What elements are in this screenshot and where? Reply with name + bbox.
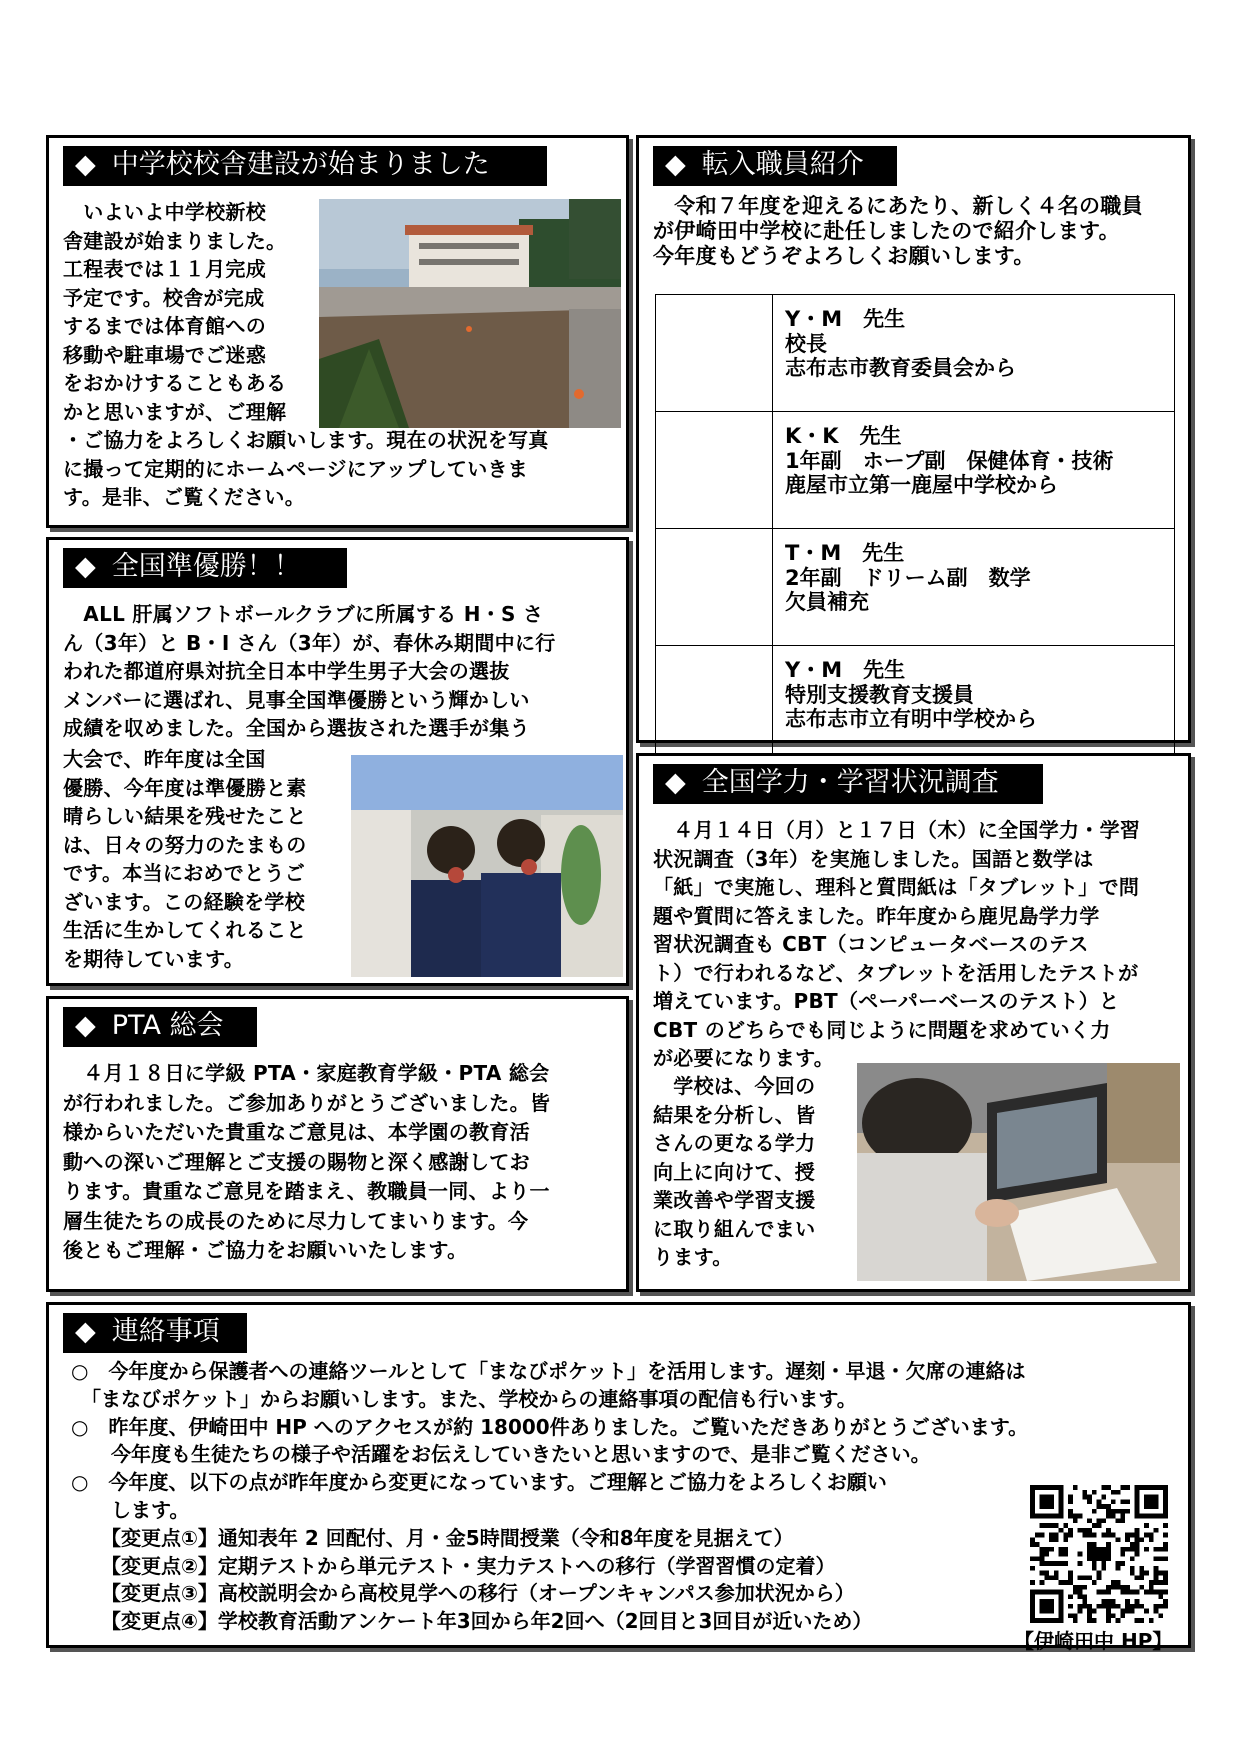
- text-line: ト）で行われるなど、タブレットを活用したテストが: [653, 960, 1139, 985]
- text-line: を期待しています。: [63, 946, 245, 971]
- staff-photo-cell: [656, 529, 773, 646]
- construction-site-image: [319, 199, 621, 428]
- staff-role: 1年副 ホープ副 保健体育・技術: [785, 448, 1114, 473]
- staff-name: Y・M 先生: [785, 307, 906, 331]
- text-line: に取り組んでまい: [653, 1216, 816, 1241]
- qr-label: 【伊崎田中 HP】: [1014, 1629, 1173, 1653]
- text-line: 生活に生かしてくれること: [63, 918, 307, 942]
- text-line: 増えています。PBT（ペーパーベースのテスト）と: [653, 989, 1120, 1013]
- text-line: 「紙」で実施し、理科と質問紙は「タブレット」で問: [653, 875, 1140, 899]
- text-line: です。本当におめでとうご: [63, 861, 305, 885]
- text-line: をおかけすることもある: [63, 371, 287, 395]
- notice-line: 【変更点④】学校教育活動アンケート年3回から年2回へ（2回目と3回目が近いため）: [71, 1609, 873, 1634]
- construction-text-full: [63, 426, 549, 512]
- heading-text: 転入職員紹介: [701, 149, 864, 180]
- text-line: するまでは体育館への: [63, 314, 266, 338]
- text-line: さんの更なる学力: [653, 1131, 816, 1155]
- notice-line: ○ 昨年度、伊崎田中 HP へのアクセスが約 18000件ありました。ご覧いただきありがとうございます。: [71, 1414, 1029, 1439]
- text-line: ・ご協力をよろしくお願いします。現在の状況を写真: [63, 428, 549, 452]
- pta-heading: [63, 1007, 257, 1047]
- softball-heading: [63, 548, 347, 588]
- notices-section: [46, 1302, 1191, 1653]
- diamond-icon: ◆: [665, 149, 686, 180]
- text-line: す。是非、ご覧ください。: [63, 485, 305, 509]
- staff-info-cell: [773, 646, 1175, 763]
- text-line: かと思いますが、ご理解: [63, 399, 287, 424]
- heading-text: 中学校校舎建設が始まりました: [111, 149, 490, 180]
- staff-info-cell: [773, 295, 1175, 412]
- text-line: 移動や駐車場でご迷惑: [63, 342, 266, 367]
- text-line: 様からいただいた貴重なご意見は、本学園の教育活: [63, 1120, 530, 1144]
- staff-table: [655, 294, 1175, 763]
- text-line: 今年度もどうぞよろしくお願いします。: [653, 244, 1035, 268]
- notice-line: 【変更点③】高校説明会から高校見学への移行（オープンキャンパス参加状況から）: [71, 1581, 855, 1606]
- staff-row: [656, 412, 1175, 529]
- construction-text-wrapped: [63, 198, 286, 426]
- staff-photo-cell: [656, 646, 773, 763]
- staff-row: [656, 529, 1175, 646]
- survey-heading: [653, 764, 1043, 804]
- notice-line: 「まなびポケット」からお願いします。また、学校からの連絡事項の配信も行います。: [71, 1386, 857, 1411]
- text-line: CBT のどちらでも同じように問題を求めていく力: [653, 1017, 1111, 1042]
- diamond-icon: ◆: [665, 767, 686, 798]
- text-line: 予定です。校舎が完成: [63, 285, 265, 310]
- staff-role: 特別支援教育支援員: [785, 682, 974, 707]
- text-line: 令和７年度を迎えるにあたり、新しく４名の職員: [653, 194, 1143, 218]
- staff-row: [656, 646, 1175, 763]
- text-line: 学校は、今回の: [653, 1074, 816, 1098]
- pta-section: [46, 996, 629, 1292]
- text-line: 晴らしい結果を残せたこと: [63, 804, 307, 828]
- text-line: われた都道府県対抗全日本中学生男子大会の選抜: [63, 659, 510, 683]
- softball-photo: [351, 755, 623, 977]
- staff-row: [656, 295, 1175, 412]
- text-line: が必要になります。: [653, 1046, 835, 1070]
- text-line: ざいます。この経験を学校: [63, 889, 305, 914]
- notice-line: します。: [71, 1498, 190, 1522]
- heading-text: PTA 総会: [111, 1010, 224, 1041]
- staff-info-cell: [773, 529, 1175, 646]
- staff-role: 校長: [785, 331, 827, 356]
- survey-section: [636, 753, 1191, 1292]
- text-line: 成績を収めました。全国から選抜された選手が集う: [63, 716, 530, 740]
- students-tablet-image: [857, 1063, 1180, 1281]
- staff-origin: 欠員補充: [785, 590, 869, 614]
- survey-text-wrapped: [653, 1072, 815, 1272]
- heading-text: 全国準優勝！！: [111, 551, 301, 582]
- text-line: 習状況調査も CBT（コンピュータベースのテス: [653, 932, 1089, 956]
- staff-section: [636, 135, 1191, 743]
- text-line: 層生徒たちの成長のために尽力してまいります。今: [63, 1208, 529, 1233]
- softball-text-wrapped: [63, 745, 307, 973]
- staff-role: 2年副 ドリーム副 数学: [785, 565, 1031, 590]
- text-line: 舎建設が始まりました。: [63, 228, 287, 253]
- text-line: 向上に向けて、授: [653, 1159, 815, 1184]
- text-line: ４月１４日（月）と１７日（木）に全国学力・学習: [653, 818, 1141, 842]
- text-line: 状況調査（3年）を実施しました。国語と数学は: [653, 846, 1094, 871]
- diamond-icon: ◆: [75, 149, 96, 180]
- text-line: 動への深いご理解とご支援の賜物と深く感謝してお: [63, 1149, 530, 1174]
- construction-heading: [63, 146, 547, 186]
- notice-line: 今年度も生徒たちの様子や活躍をお伝えしていきたいと思いますので、是非ご覧ください。: [71, 1442, 931, 1467]
- notice-line: 【変更点②】定期テストから単元テスト・実力テストへの移行（学習習慣の定着）: [71, 1553, 836, 1578]
- diamond-icon: ◆: [75, 551, 96, 582]
- text-line: ４月１８日に学級 PTA・家庭教育学級・PTA 総会: [63, 1061, 550, 1085]
- text-line: ALL 肝属ソフトボールクラブに所属する H・S さ: [63, 602, 544, 626]
- notice-line: ○ 今年度、以下の点が昨年度から変更になっています。ご理解とご協力をよろしくお願い: [71, 1470, 887, 1495]
- staff-heading: [653, 146, 897, 186]
- heading-text: 全国学力・学習状況調査: [701, 767, 999, 798]
- softball-section: [46, 537, 629, 986]
- text-line: 結果を分析し、皆: [653, 1102, 816, 1127]
- staff-name: T・M 先生: [785, 541, 905, 565]
- staff-origin: 鹿屋市立第一鹿屋中学校から: [785, 473, 1058, 497]
- text-line: 工程表では１１月完成: [63, 257, 266, 281]
- staff-name: K・K 先生: [785, 424, 902, 448]
- qr-code-graphic: [1030, 1485, 1168, 1623]
- staff-photo-cell: [656, 295, 773, 412]
- text-line: が行われました。ご参加ありがとうございました。皆: [63, 1090, 551, 1115]
- text-line: メンバーに選ばれ、見事全国準優勝という輝かしい: [63, 687, 530, 712]
- notice-line: ○ 今年度から保護者への連絡ツールとして「まなびポケット」を活用します。遅刻・早退・欠席の連絡は: [71, 1359, 1026, 1383]
- staff-intro: [653, 194, 1143, 269]
- survey-photo: [857, 1063, 1180, 1281]
- diamond-icon: ◆: [75, 1316, 96, 1347]
- text-line: ります。貴重なご意見を踏まえ、教職員一同、より一: [63, 1179, 550, 1203]
- staff-name: Y・M 先生: [785, 658, 906, 682]
- text-line: 大会で、昨年度は全国: [63, 747, 266, 771]
- text-line: 業改善や学習支援: [653, 1188, 816, 1212]
- notice-line: 【変更点①】通知表年 2 回配付、月・金5時間授業（令和8年度を見据えて）: [71, 1525, 794, 1550]
- survey-text-full: [653, 816, 1140, 1073]
- staff-origin: 志布志市立有明中学校から: [785, 707, 1037, 731]
- staff-info-cell: [773, 412, 1175, 529]
- notices-heading: [63, 1313, 247, 1353]
- text-line: は、日々の努力のたまもの: [63, 832, 307, 857]
- text-line: ります。: [653, 1245, 733, 1269]
- players-image: [351, 755, 623, 977]
- text-line: ん（3年）と B・I さん（3年）が、春休み期間中に行: [63, 630, 556, 655]
- text-line: 優勝、今年度は準優勝と素: [63, 775, 307, 800]
- heading-text: 連絡事項: [111, 1316, 220, 1347]
- text-line: 後ともご理解・ご協力をお願いいたします。: [63, 1238, 468, 1262]
- qr-code-icon[interactable]: [1030, 1485, 1168, 1623]
- staff-origin: 志布志市教育委員会から: [785, 356, 1016, 380]
- construction-photo: [319, 199, 621, 428]
- construction-section: [46, 135, 629, 528]
- softball-text-full: [63, 600, 556, 743]
- text-line: に撮って定期的にホームページにアップしていきま: [63, 456, 529, 481]
- text-line: が伊崎田中学校に赴任しましたので紹介します。: [653, 219, 1120, 243]
- text-line: 題や質問に答えました。昨年度から鹿児島学力学: [653, 903, 1100, 928]
- pta-text: [63, 1059, 550, 1266]
- diamond-icon: ◆: [75, 1010, 96, 1041]
- text-line: いよいよ中学校新校: [63, 200, 266, 224]
- staff-photo-cell: [656, 412, 773, 529]
